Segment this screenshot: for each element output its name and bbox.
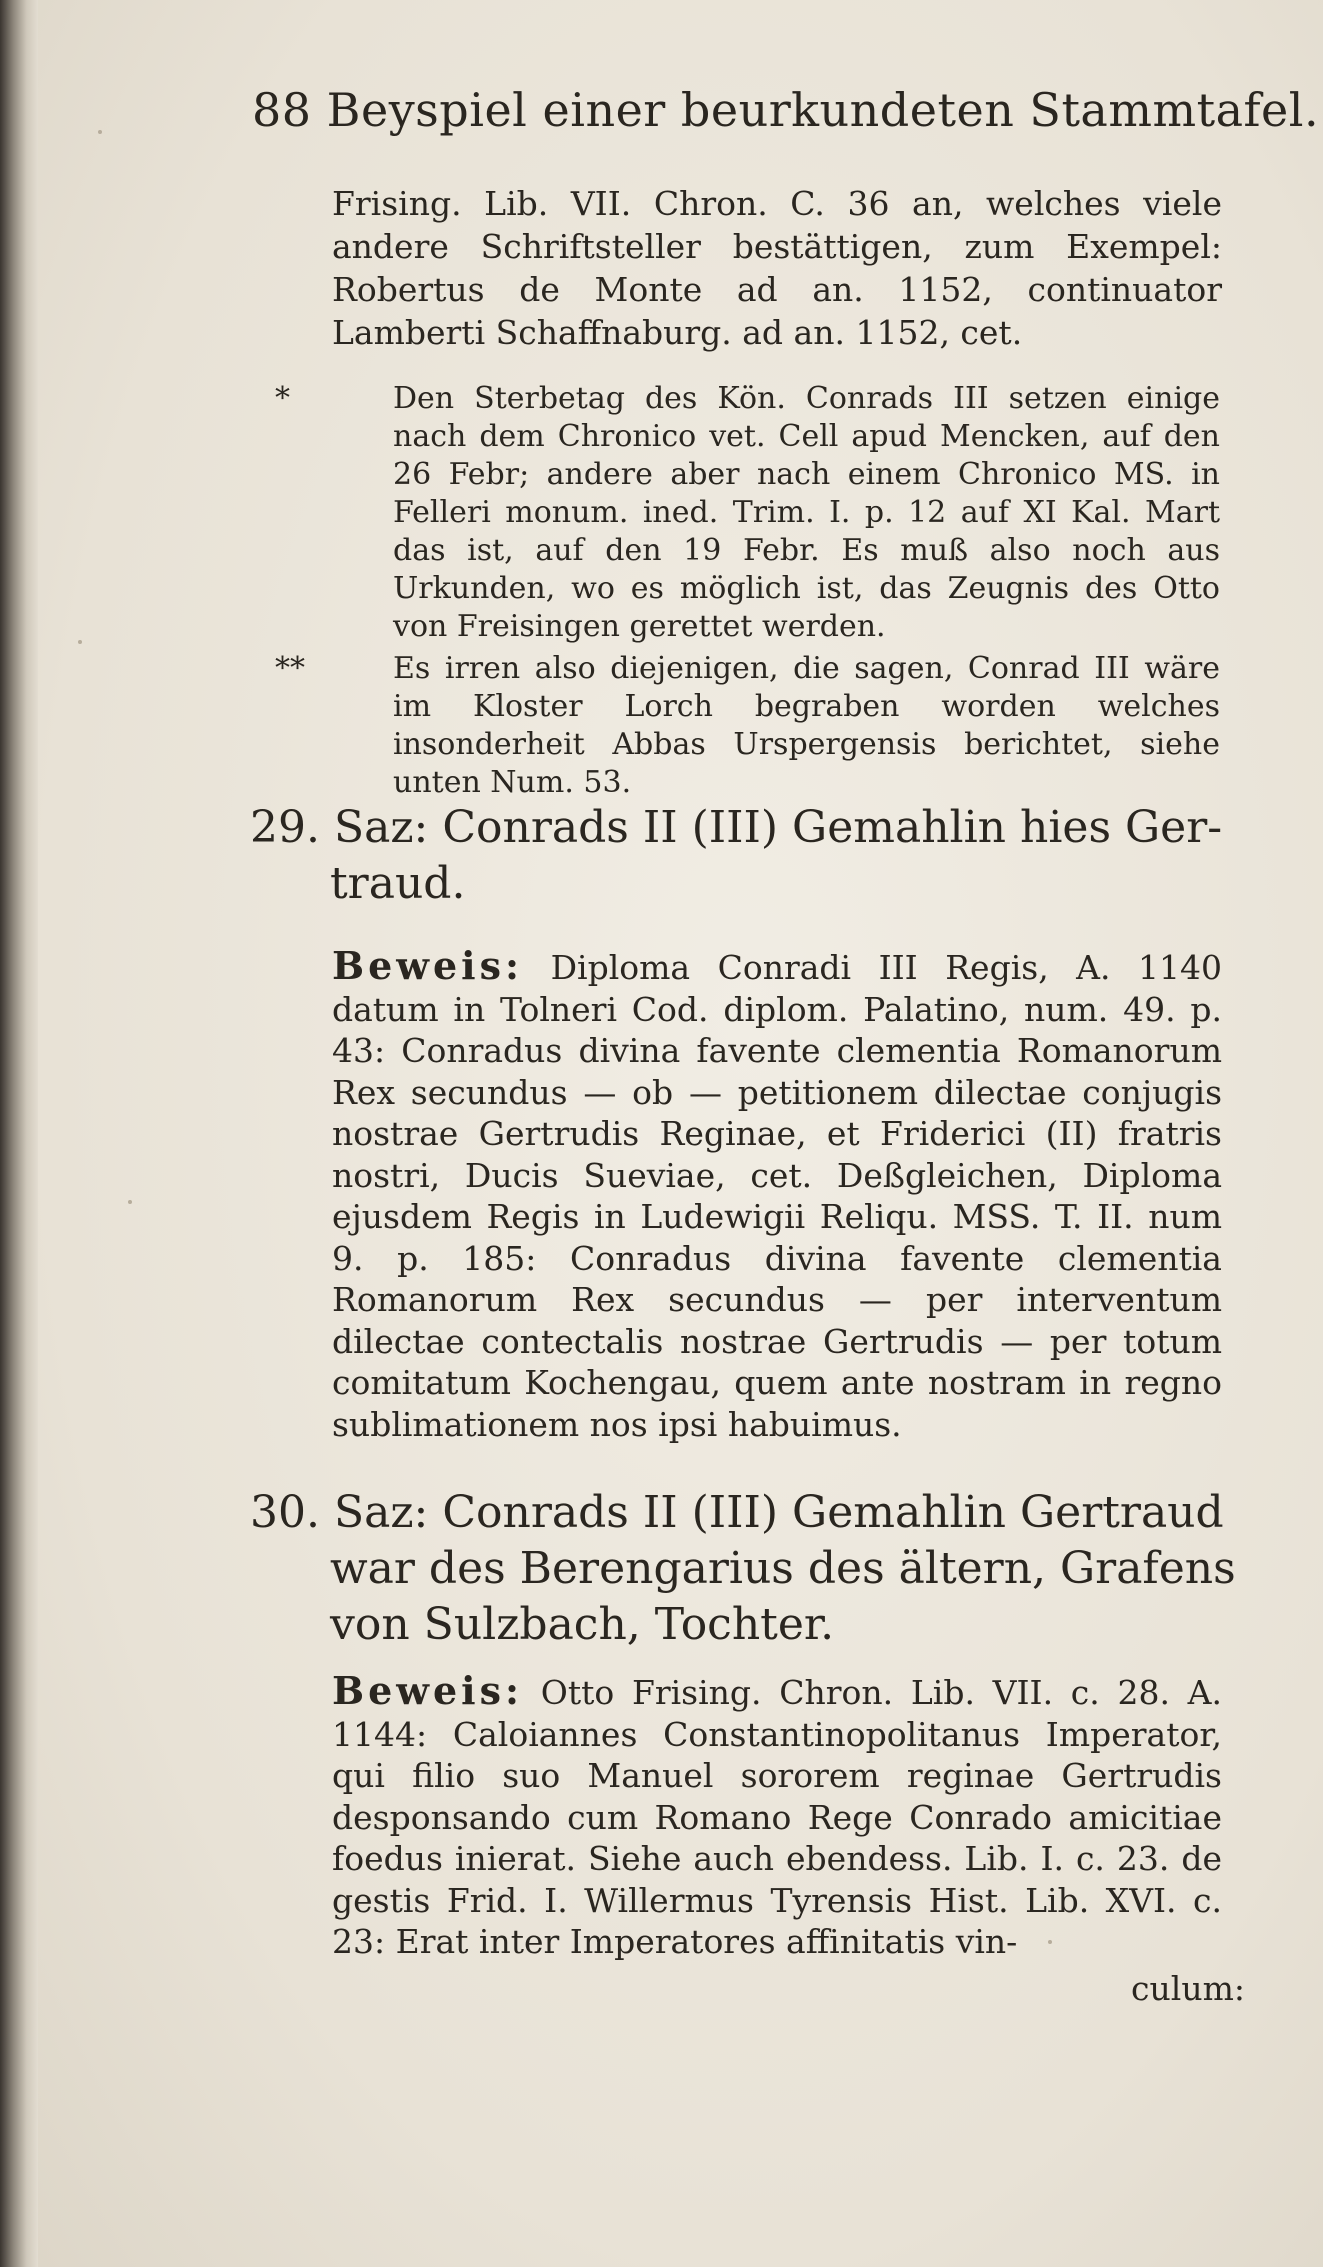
- footnote-1: [275, 380, 1220, 646]
- page-number: 88: [252, 83, 312, 137]
- footnote-2-mark: **: [275, 651, 305, 686]
- footnote-2: [275, 650, 1220, 802]
- section-29-heading-cont: traud.: [330, 858, 466, 909]
- section-29-heading-first: Saz: Conrads II (III) Gemahlin hies Ger-: [333, 802, 1223, 853]
- section-30-beweis-label: Beweis:: [332, 1668, 524, 1713]
- footnote-1-text: Den Sterbetag des Kön. Conrads III setzen einige nach dem Chronico vet. Cell apud Mencken, auf den 26 Febr; andere aber nach einem Chronico MS. in Felleri monum. ined. Trim. I. p. 12 auf XI Kal. Mart das ist, auf den 19 Febr. Es muß also noch aus Urkunden, wo es möglich ist, das Zeugnis des Otto von Freisingen gerettet werden.: [393, 381, 1220, 644]
- section-30-heading-first: Saz: Conrads II (III) Gemahlin Gertraud: [333, 1487, 1224, 1538]
- book-spine-shadow: [0, 0, 38, 2267]
- catchword: culum:: [1131, 1969, 1245, 2008]
- section-29-beweis: [332, 945, 1222, 1445]
- section-29-heading: [250, 800, 1240, 912]
- page-header: [252, 82, 1320, 138]
- section-30-number: 30.: [250, 1487, 320, 1538]
- section-30-heading: [250, 1485, 1240, 1653]
- section-30-heading-cont: war des Berengarius des ältern, Grafens von Sulzbach, Tochter.: [330, 1543, 1236, 1650]
- paper-speck: [78, 640, 82, 644]
- section-30-beweis-text: Otto Frising. Chron. Lib. VII. c. 28. A. 1144: Caloiannes Constantinopolitanus Imperator, qui filio suo Manuel sororem reginae Gertrudis desponsando cum Romano Rege Conrado amicitiae foedus inierat. Siehe auch ebendess. Lib. I. c. 23. de gestis Frid. I. Willermus Tyrensis Hist. Lib. XVI. c. 23: Erat inter Imperatores affinitatis vin-: [332, 1673, 1223, 1961]
- continuation-paragraph: Frising. Lib. VII. Chron. C. 36 an, welches viele andere Schriftsteller bestättigen, zum Exempel: Robertus de Monte ad an. 1152, continuator Lamberti Schaffnaburg. ad an. 1152, cet.: [332, 184, 1222, 352]
- section-29-number: 29.: [250, 802, 320, 853]
- running-title: Beyspiel einer beurkundeten Stammtafel.: [326, 83, 1320, 137]
- section-30-beweis: [332, 1670, 1222, 1963]
- footnote-2-text: Es irren also diejenigen, die sagen, Conrad III wäre im Kloster Lorch begraben worden welches insonderheit Abbas Urspergensis berichtet, siehe unten Num. 53.: [393, 651, 1220, 800]
- section-29-beweis-label: Beweis:: [332, 943, 524, 988]
- section-29-beweis-text: Diploma Conradi III Regis, A. 1140 datum in Tolneri Cod. diplom. Palatino, num. 49. p. 43: Conradus divina favente clementia Romanorum Rex secundus — ob — petitionem dilectae conjugis nostrae Gertrudis Reginae, et Friderici (II) fratris nostri, Ducis Sueviae, cet. Deßgleichen, Diploma ejusdem Regis in Ludewigii Reliqu. MSS. T. II. num 9. p. 185: Conradus divina favente clementia Romanorum Rex secundus — per interventum dilectae contectalis nostrae Gertrudis — per totum comitatum Kochengau, quem ante nostram in regno sublimationem nos ipsi habuimus.: [332, 948, 1222, 1444]
- paper-speck: [128, 1200, 132, 1204]
- footnote-1-mark: *: [275, 381, 290, 416]
- paper-speck: [98, 130, 102, 134]
